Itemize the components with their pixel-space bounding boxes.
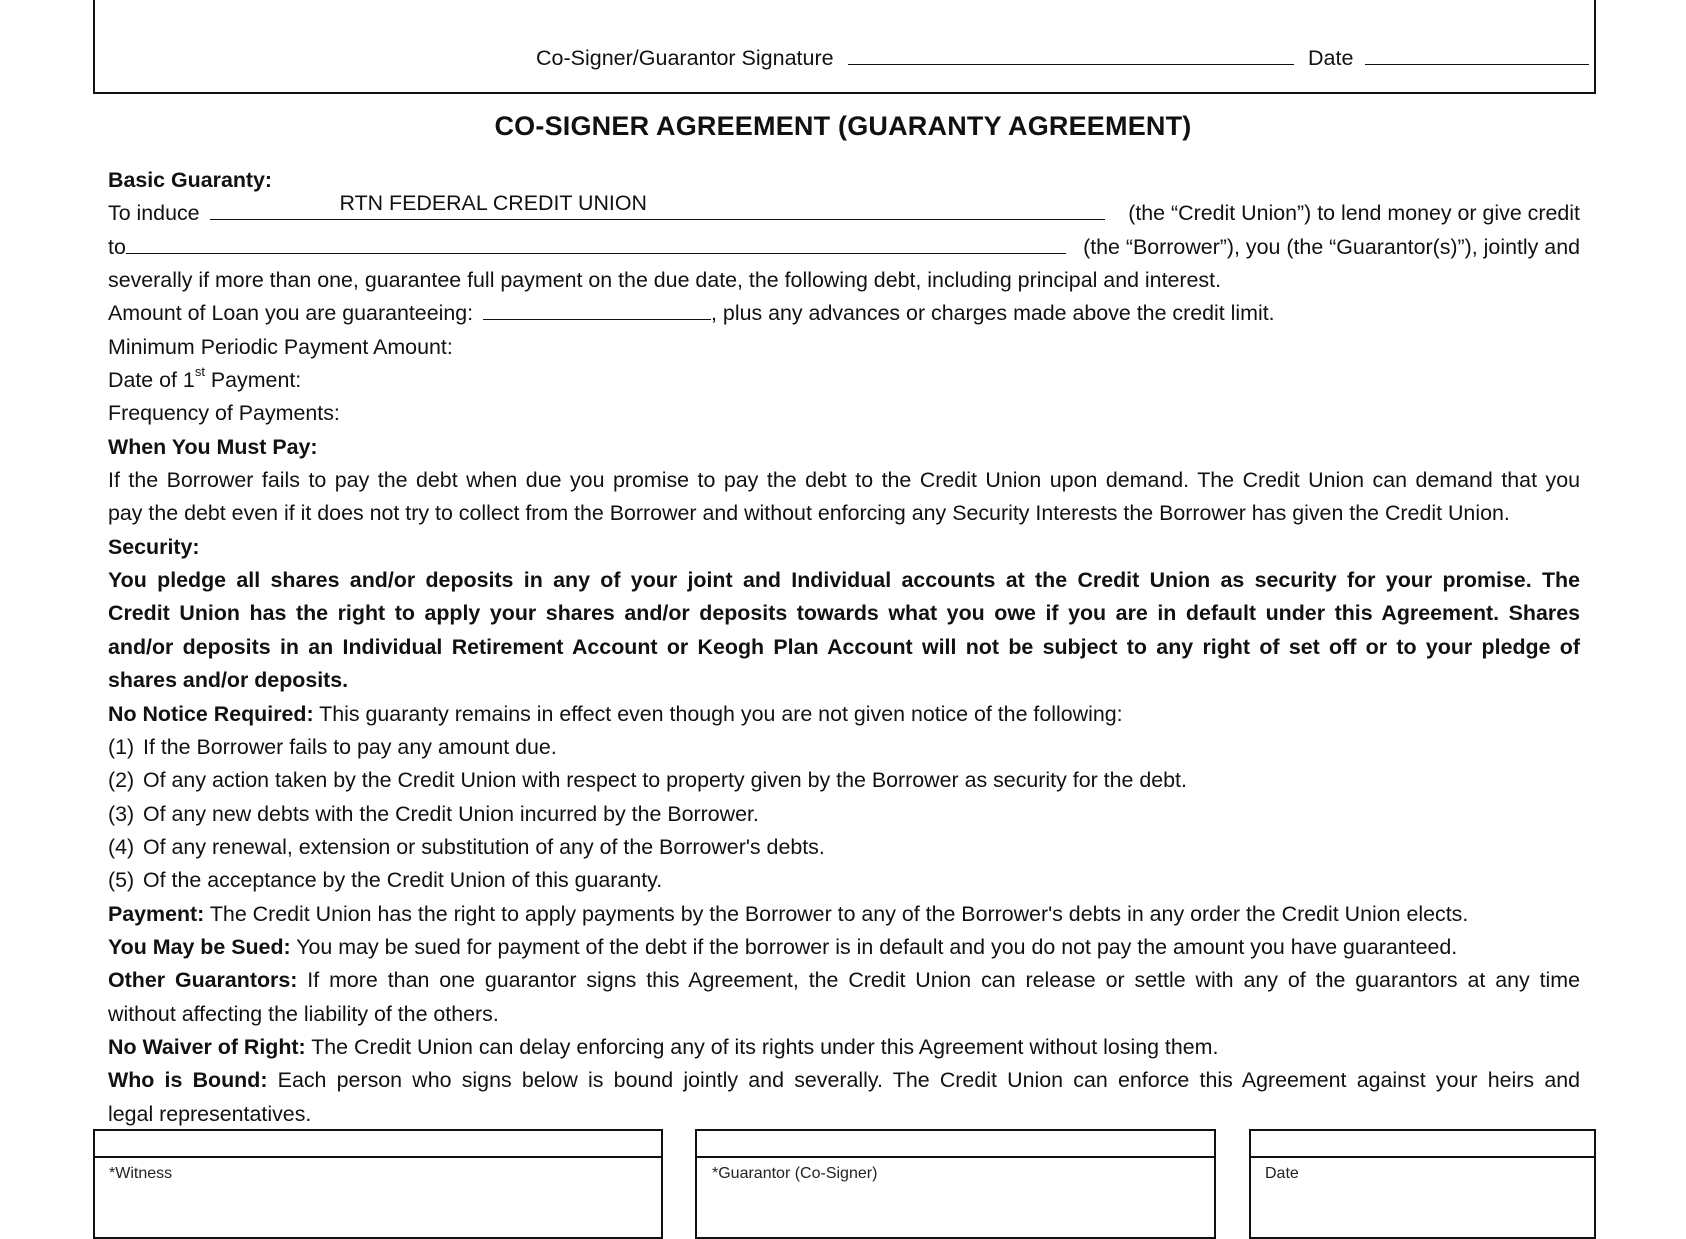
borrower-suffix: (the “Borrower”), you (the “Guarantor(s)”), jointly and [1083, 234, 1580, 259]
frequency-label: Frequency of Payments: [108, 401, 340, 426]
list-text: Of any new debts with the Credit Union incurred by the Borrower. [143, 801, 759, 826]
to-prefix: to [108, 234, 126, 259]
no-notice-heading: No Notice Required: [108, 701, 314, 726]
date-divider [1251, 1156, 1594, 1158]
no-waiver-line [108, 1031, 1580, 1064]
no-notice-line [108, 698, 1580, 731]
induce-line [108, 191, 1580, 230]
cosigner-signature-field[interactable] [848, 44, 1294, 65]
date-box[interactable] [1249, 1129, 1596, 1239]
agreement-body [108, 164, 1580, 1131]
severally-line: severally if more than one, guarantee full payment on the due date, the following debt, including principal and interest. [108, 268, 1222, 293]
payment-heading: Payment: [108, 901, 205, 926]
list-text: Of any renewal, extension or substitution of any of the Borrower's debts. [143, 834, 825, 859]
other-guarantors-heading: Other Guarantors: [108, 968, 298, 993]
payment-line [108, 898, 1580, 931]
induce-suffix: (the “Credit Union”) to lend money or give credit [1128, 201, 1580, 226]
cosigner-signature-label: Co-Signer/Guarantor Signature [536, 46, 834, 70]
borrower-name-field[interactable] [126, 231, 1066, 254]
security-line-4: shares and/or deposits. [108, 668, 349, 693]
security-line-1: You pledge all shares and/or deposits in any of your joint and Individual accounts at the Credit Union as security for your promise. The [108, 568, 1580, 593]
guarantor-box[interactable] [695, 1129, 1216, 1239]
credit-union-name-field[interactable] [210, 191, 1105, 220]
credit-union-name: RTN FEDERAL CREDIT UNION [339, 191, 647, 215]
date-first-sup: st [194, 363, 205, 379]
list-number: (5) [108, 868, 135, 893]
min-payment-label: Minimum Periodic Payment Amount: [108, 334, 453, 359]
date-label: Date [1265, 1165, 1299, 1182]
amount-field[interactable] [483, 297, 711, 320]
other-guarantors-line-2: without affecting the liability of the others. [108, 1001, 499, 1026]
no-notice-text: This guaranty remains in effect even though you are not given notice of the following: [313, 701, 1123, 726]
list-text: Of any action taken by the Credit Union with respect to property given by the Borrower as security for the debt. [143, 768, 1187, 793]
list-item [108, 864, 1580, 897]
security-line-3: and/or deposits in an Individual Retirement Account or Keogh Plan Account will not be subject to any right of set off or to your pledge of [108, 634, 1580, 659]
list-item [108, 731, 1580, 764]
amount-label: Amount of Loan you are guaranteeing: [108, 301, 474, 326]
date-first-label-end: Payment: [204, 368, 302, 393]
guarantor-divider [697, 1156, 1214, 1158]
list-text: Of the acceptance by the Credit Union of this guaranty. [143, 868, 663, 893]
when-pay-line-1: If the Borrower fails to pay the debt when due you promise to pay the debt to the Credit Union upon demand. The Credit Union can demand that you [108, 468, 1580, 493]
list-number: (2) [108, 768, 135, 793]
date-first-label: Date of 1 [108, 368, 195, 393]
no-waiver-heading: No Waiver of Right: [108, 1034, 306, 1059]
basic-guaranty-heading: Basic Guaranty: [108, 168, 273, 192]
other-guarantors-line-1 [108, 964, 1580, 997]
induce-prefix: To induce [108, 201, 200, 226]
list-number: (4) [108, 834, 135, 859]
who-bound-heading: Who is Bound: [108, 1068, 268, 1093]
who-bound-text: Each person who signs below is bound jointly and severally. The Credit Union can enforce this Agreement against your heirs and [267, 1068, 1581, 1093]
witness-divider [95, 1156, 661, 1158]
list-text: If the Borrower fails to pay any amount due. [143, 734, 557, 759]
list-number: (3) [108, 801, 135, 826]
cosigner-signature-line [536, 44, 1294, 71]
guarantor-label: *Guarantor (Co-Signer) [712, 1165, 878, 1182]
witness-box[interactable] [93, 1129, 663, 1239]
amount-suffix: , plus any advances or charges made above the credit limit. [711, 301, 1275, 326]
top-date-line [1308, 44, 1589, 71]
payment-text: The Credit Union has the right to apply payments by the Borrower to any of the Borrower's debts in any order the Credit Union elects. [204, 901, 1469, 926]
borrower-line [108, 231, 1580, 264]
page-title: CO-SIGNER AGREEMENT (GUARANTY AGREEMENT) [494, 111, 1192, 141]
sued-text: You may be sued for payment of the debt if the borrower is in default and you do not pay the amount you have guaranteed. [290, 934, 1458, 959]
list-item [108, 831, 1580, 864]
who-bound-line-1 [108, 1064, 1580, 1097]
list-number: (1) [108, 734, 135, 759]
list-item [108, 764, 1580, 797]
no-waiver-text: The Credit Union can delay enforcing any of its rights under this Agreement without losing them. [305, 1034, 1219, 1059]
sued-line [108, 931, 1580, 964]
security-heading: Security: [108, 534, 200, 559]
security-line-2: Credit Union has the right to apply your shares and/or deposits towards what you owe if you are in default under this Agreement. Shares [108, 601, 1580, 626]
other-guarantors-text: If more than one guarantor signs this Agreement, the Credit Union can release or settle with any of the guarantors at any time [297, 968, 1580, 993]
list-item [108, 798, 1580, 831]
when-pay-line-2: pay the debt even if it does not try to collect from the Borrower and without enforcing any Security Interests the Borrower has given the Credit Union. [108, 501, 1510, 526]
witness-label: *Witness [109, 1165, 173, 1182]
who-bound-line-2: legal representatives. [108, 1101, 312, 1126]
amount-line [108, 297, 1580, 330]
top-date-label: Date [1308, 46, 1354, 70]
sued-heading: You May be Sued: [108, 934, 291, 959]
date-first-payment-line [108, 364, 1580, 397]
when-pay-heading: When You Must Pay: [108, 434, 318, 459]
top-date-field[interactable] [1365, 44, 1589, 65]
